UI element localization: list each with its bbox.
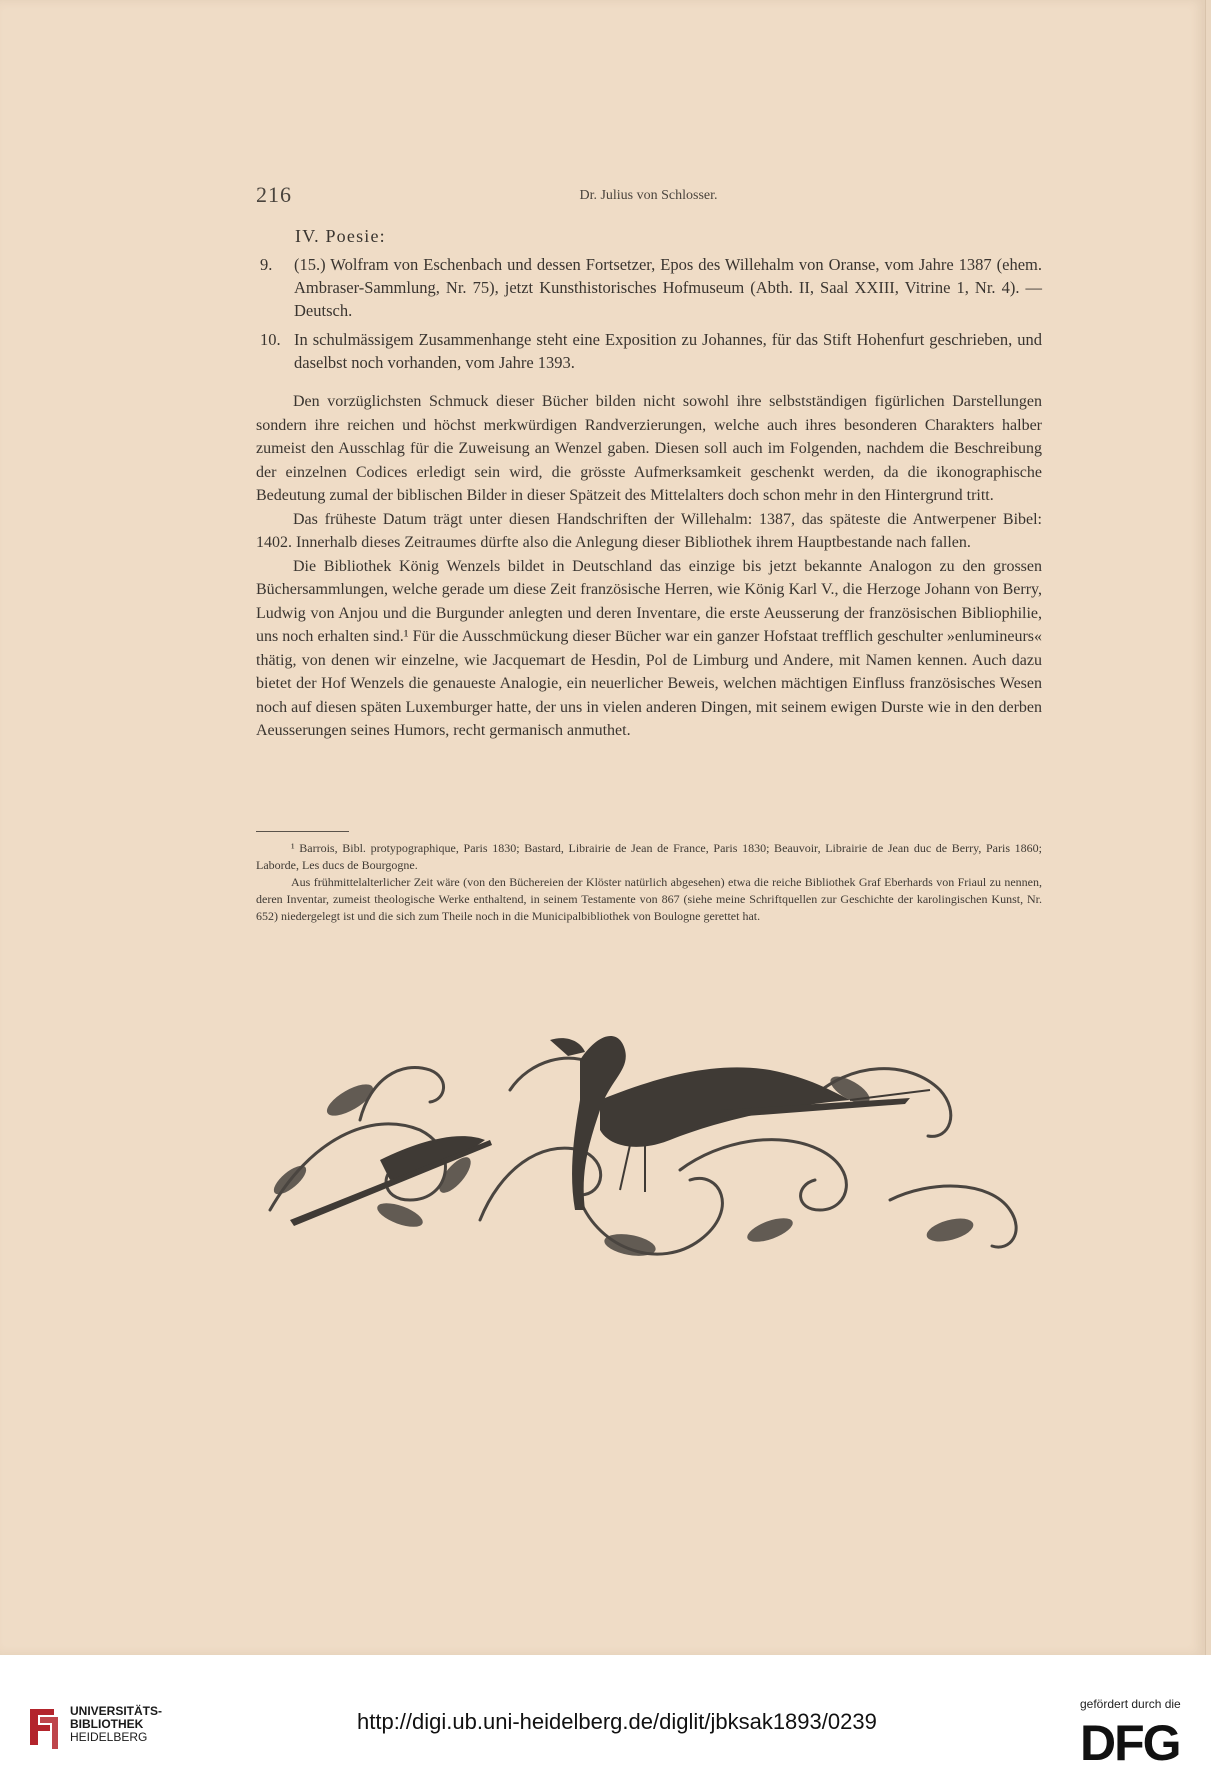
paragraph-3: Die Bibliothek König Wenzels bildet in Deutschland das einzige bis jetzt bekannte Analogon zu den grossen Büchersammlungen, welche gerade um diese Zeit französische Herren, wie König Karl V., die Herzoge Johann von Berry, Ludwig von Anjou und die Burgunder anlegten und deren Inventare, die erste Aeusserung der französischen Bibliophilie, uns noch erhalten sind.¹ Für die Ausschmückung dieser Bücher war ein ganzer Hofstaat trefflich geschulter »enlumineurs« thätig, von denen wir einzelne, wie Jacquemart de Hesdin, Pol de Limburg und Andere, mit Namen kennen. Auch dazu bietet der Hof Wenzels die genaueste Analogie, ein neuerlicher Beweis, welchen mächtigen Einfluss französisches Wesen noch auf diesen späten Luxemburger hatte, der uns in vielen anderen Dingen, mit seinem ewigen Durste wie in den derben Aeusserungen seines Humors, recht germanisch anmuthet.	[256, 557, 1042, 739]
footnote-2: Aus frühmittelalterlicher Zeit wäre (von den Büchereien der Klöster natürlich abgesehen) etwa die reiche Bibliothek Graf Eberhards von Friaul zu nennen, deren Inventar, zumeist theologische Werke enthaltend, in seinem Testamente von 867 (siehe meine Schriftquellen zur Geschichte der karolingischen Kunst, Nr. 652) niedergelegt ist und die sich zum Theile noch in die Municipalbibliothek von Boulogne gerettet hat.	[256, 875, 1042, 923]
page-number: 216	[256, 182, 292, 207]
list-item-text: In schulmässigem Zusammenhange steht eine Exposition zu Johannes, für das Stift Hohenfurt geschrieben, und daselbst noch vorhanden, vom Jahre 1393.	[294, 330, 1042, 372]
library-name	[70, 1705, 162, 1744]
running-head-author: Dr. Julius von Schlosser.	[579, 188, 718, 203]
footnote-1: ¹ Barrois, Bibl. protypographique, Paris 1830; Bastard, Librairie de Jean de France, Paris 1830; Beauvoir, Librairie de Jean duc de Berry, Paris 1860; Laborde, Les ducs de Bourgogne.	[256, 841, 1042, 872]
library-name-line-2: BIBLIOTHEK	[70, 1717, 144, 1731]
list-item-9	[260, 253, 1042, 322]
university-library-logo	[26, 1703, 62, 1751]
list-item-10	[260, 328, 1042, 374]
footnotes	[256, 840, 1042, 925]
funding-caption: gefördert durch die	[1080, 1697, 1181, 1711]
paragraph-2: Das früheste Datum trägt unter diesen Handschriften der Willehalm: 1387, das späteste die Antwerpener Bibel: 1402. Innerhalb dieses Zeitraumes dürfte also die Anlegung dieser Bibliothek ihrem Hauptbestande nach fallen.	[256, 510, 1042, 551]
footnote-divider	[256, 831, 349, 832]
bird-foliage-ornament	[250, 1020, 1040, 1280]
list-item-text: (15.) Wolfram von Eschenbach und dessen Fortsetzer, Epos des Willehalm von Oranse, vom Jahre 1387 (ehem. Ambraser-Sammlung, Nr. 75), jetzt Kunsthistorisches Hofmuseum (Abth. II, Saal XXIII, Vitrine 1, Nr. 4). — Deutsch.	[294, 255, 1042, 320]
library-name-line-3: HEIDELBERG	[70, 1730, 148, 1744]
body-text	[256, 390, 1042, 743]
section-title: IV. Poesie:	[295, 226, 386, 246]
paragraph-1: Den vorzüglichsten Schmuck dieser Bücher bilden nicht sowohl ihre selbstständigen figürlichen Darstellungen sondern ihre reichen und höchst merkwürdigen Randverzierungen, welche auch ihres besonderen Charakters halber zumeist den Ausschlag für die Zuweisung an Wenzel gaben. Diesen soll auch im Folgenden, nachdem die Beschreibung der einzelnen Codices erledigt sein wird, die grösste Aufmerksamkeit geschenkt werden, da die ikonographische Bedeutung zumal der biblischen Bilder in dieser Spätzeit des Mittelalters doch schon mehr in den Hintergrund tritt.	[256, 393, 1042, 504]
list-item-number: 10.	[260, 330, 281, 349]
list-item-number: 9.	[260, 255, 273, 274]
viewer-footer	[0, 1655, 1211, 1781]
library-name-line-1: UNIVERSITÄTS-	[70, 1704, 163, 1718]
running-head	[256, 182, 1041, 208]
permalink-url[interactable]: http://digi.ub.uni-heidelberg.de/diglit/jbksak1893/0239	[357, 1709, 877, 1734]
dfg-logo: DFG	[1080, 1715, 1180, 1771]
